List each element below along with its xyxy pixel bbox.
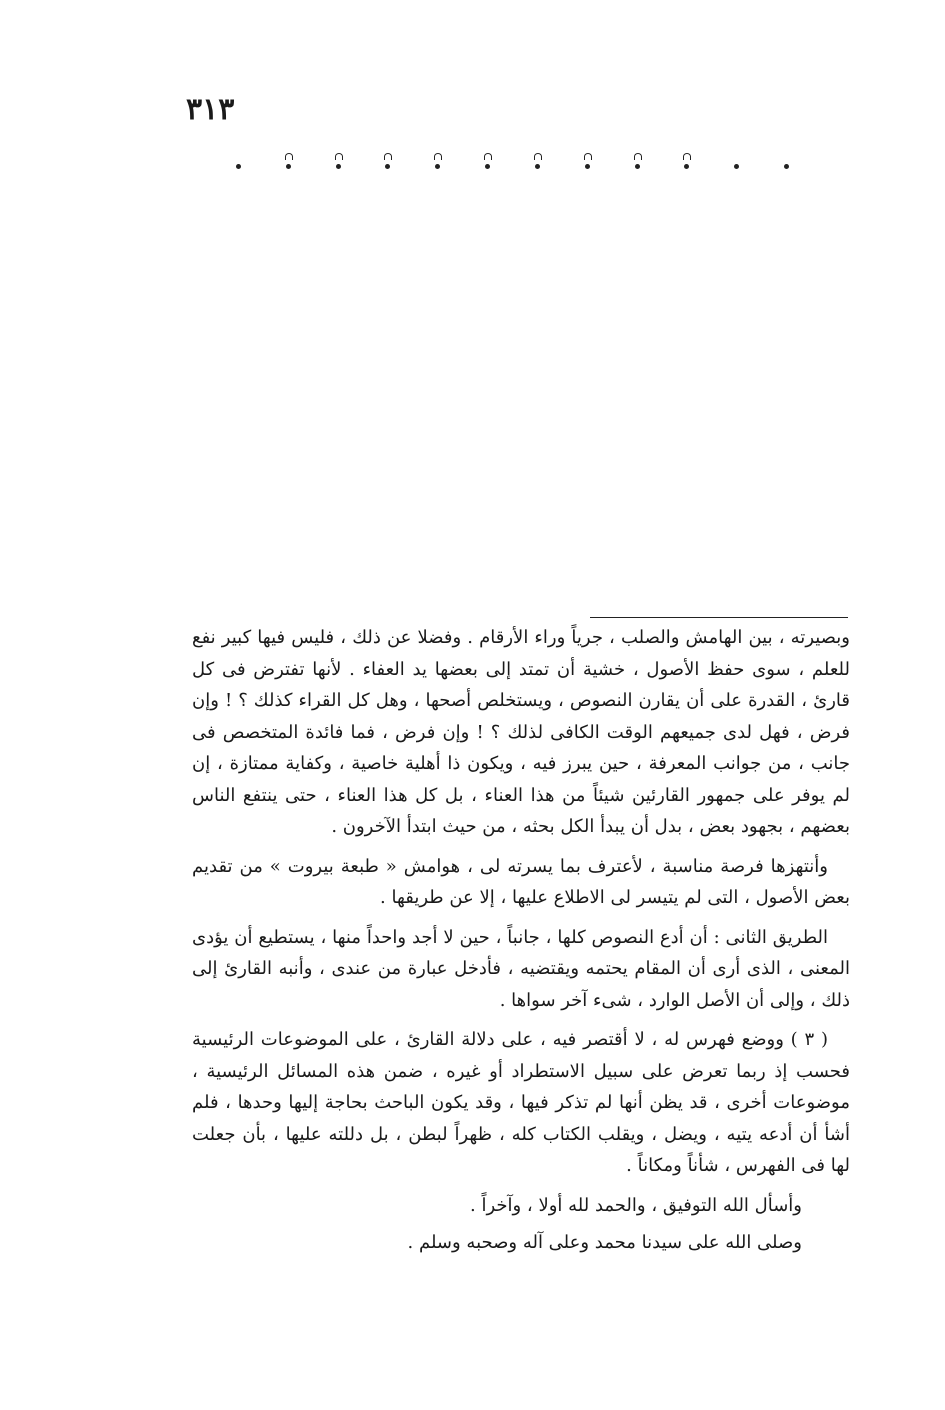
ornament-mark xyxy=(631,153,645,171)
ornament-dot xyxy=(232,153,246,171)
paragraph: وبصيرته ، بين الهامش والصلب ، جرياً وراء الأرقام . وفضلا عن ذلك ، فليس فيها كبير نفع للعلم ، سوى حفظ الأصول ، خشية أن تمتد إلى بعضها يد العفاء . لأنها تفترض فى كل قارئ ، القدرة على أن يقارن النصوص ، ويستخلص أصحها ، وهل كل القراء كذلك ؟ ! وإن فرض ، فهل لدى جميعهم الوقت الكافى لذلك ؟ ! وإن فرض ، فما فائدة المتخصص فى جانب ، من جوانب المعرفة ، حين يبرز فيه ، ويكون ذا أهلية خاصية ، وكفاية ممتازة ، إن لم يوفر على جمهور القارئين شيئاً من هذا العناء ، بل كل هذا العناء ، حتى ينتفع الناس بعضهم ، بجهود بعض ، بدل أن يبدأ الكل بحثه ، من حيث ابتدأ الآخرون . xyxy=(192,627,851,837)
ornament-mark xyxy=(431,153,445,171)
ornament-dot xyxy=(780,153,794,171)
ornament-mark xyxy=(481,153,495,171)
closing-line: وأسأل الله التوفيق ، والحمد لله أولا ، وآخراً . xyxy=(470,1194,802,1216)
paragraph: الطريق الثانى : أن أدع النصوص كلها ، جانباً ، حين لا أجد واحداً منها ، يستطيع أن يؤدى المعنى ، الذى أرى أن المقام يحتمه ويقتضيه ، فأدخل عبارة من عندى ، وأنبه القارئ إلى ذلك ، وإلى أن الأصل الوارد ، شىء آخر سواها . xyxy=(192,926,850,1011)
ornament-mark xyxy=(282,153,296,171)
page-number: ٣١٣ xyxy=(186,92,235,127)
footnote-rule xyxy=(590,617,848,618)
ornament-mark xyxy=(581,153,595,171)
ornament-row xyxy=(232,150,794,174)
closing-line: وصلى الله على سيدنا محمد وعلى آله وصحبه وسلم . xyxy=(407,1232,802,1253)
paragraph: ( ٣ ) ووضع فهرس له ، لا أقتصر فيه ، على دلالة القارئ ، على الموضوعات الرئيسية فحسب إذ ربما تعرض على سبيل الاستطراد أو غيره ، ضمن هذه المسائل الرئيسية ، موضوعات أخرى ، قد يظن أنها لم تذكر فيها ، وقد يكون الباحث بحاجة إليها وحدها ، فلم أشأ أن أدعه يتيه ، ويضل ، ويقلب الكتاب كله ، ظهراً لبطن ، بل دللته عليها ، بأن جعلت لها فى الفهرس ، شأناً ومكاناً . xyxy=(192,1029,850,1176)
ornament-dot xyxy=(730,153,744,171)
ornament-mark xyxy=(332,153,346,171)
ornament-mark xyxy=(531,153,545,171)
paragraph: وأنتهزها فرصة مناسبة ، لأعترف بما يسرته لى ، هوامش « طبعة بيروت » من تقديم بعض الأصول ، التى لم يتيسر لى الاطلاع عليها ، إلا عن طريقها . xyxy=(192,855,850,908)
body-text xyxy=(192,622,850,1265)
ornament-mark xyxy=(381,153,395,171)
ornament-mark xyxy=(680,153,694,171)
